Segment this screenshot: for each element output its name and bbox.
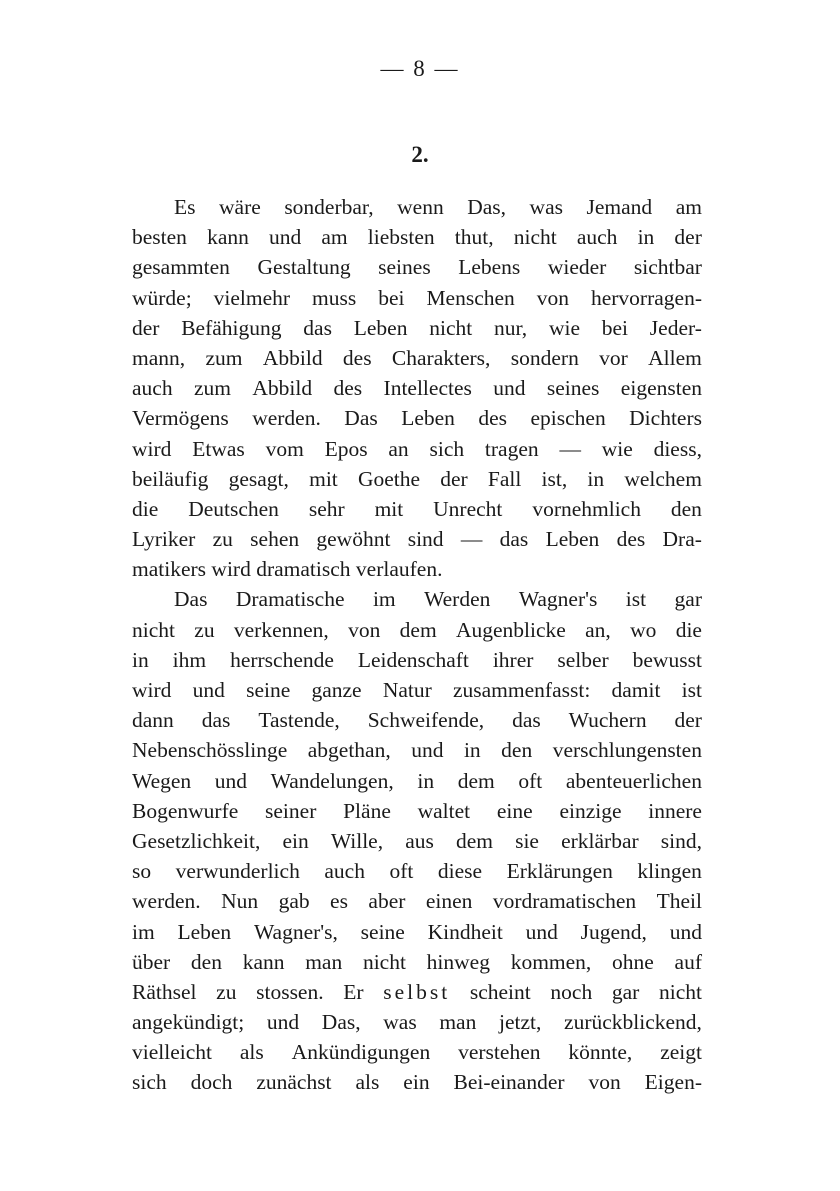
text-line: auch zum Abbild des Intellectes und seines eigensten (132, 376, 702, 401)
body-text (132, 192, 702, 1098)
text-line: in ihm herrschende Leidenschaft ihrer selber bewusst (132, 647, 702, 672)
text-line: Vermögens werden. Das Leben des epischen Dichters (132, 406, 702, 431)
text-line: würde; vielmehr muss bei Menschen von hervorragen- (132, 285, 702, 310)
text-line: nicht zu verkennen, von dem Augenblicke an, wo die (132, 617, 702, 642)
text-line: Bogenwurfe seiner Pläne waltet eine einzige innere (132, 798, 702, 823)
text-line: Gesetzlichkeit, ein Wille, aus dem sie erklärbar sind, (132, 828, 702, 853)
text-line: matikers wird dramatisch verlaufen. (132, 557, 443, 582)
text-line: angekündigt; und Das, was man jetzt, zurückblickend, (132, 1010, 702, 1035)
text-line: mann, zum Abbild des Charakters, sondern vor Allem (132, 345, 702, 370)
text-line: gesammten Gestaltung seines Lebens wieder sichtbar (132, 255, 702, 280)
text-line: Lyriker zu sehen gewöhnt sind — das Leben des Dra- (132, 527, 702, 552)
text-line: dann das Tastende, Schweifende, das Wuchern der (132, 708, 702, 733)
text-line: Es wäre sonderbar, wenn Das, was Jemand am (174, 195, 702, 219)
text-line: Wegen und Wandelungen, in dem oft abenteuerlichen (132, 768, 702, 793)
section-number: 2. (411, 142, 429, 167)
paragraph-2 (132, 584, 702, 1097)
text-line: beiläufig gesagt, mit Goethe der Fall ist, in welchem (132, 466, 702, 491)
text-line: die Deutschen sehr mit Unrecht vornehmlich den (132, 496, 702, 521)
text-line: so verwunderlich auch oft diese Erklärungen klingen (132, 859, 702, 884)
text-line: vielleicht als Ankündigungen verstehen könnte, zeigt (132, 1040, 702, 1065)
page-number: — 8 — (380, 56, 460, 81)
text-line: sich doch zunächst als ein Bei-einander von Eigen- (132, 1070, 702, 1095)
text-line: wird Etwas vom Epos an sich tragen — wie diess, (132, 436, 702, 461)
text-line: besten kann und am liebsten thut, nicht auch in der (132, 225, 702, 250)
text-line: Räthsel zu stossen. Er selbst scheint noch gar nicht (132, 979, 702, 1004)
text-line: der Befähigung das Leben nicht nur, wie bei Jeder- (132, 315, 702, 340)
text-line: über den kann man nicht hinweg kommen, ohne auf (132, 949, 702, 974)
text-line: im Leben Wagner's, seine Kindheit und Jugend, und (132, 919, 702, 944)
text-line: Nebenschösslinge abgethan, und in den verschlungensten (132, 738, 702, 763)
text-line: Das Dramatische im Werden Wagner's ist gar (174, 587, 702, 612)
paragraph-1 (132, 192, 702, 584)
text-line: werden. Nun gab es aber einen vordramatischen Theil (132, 889, 702, 914)
text-line: wird und seine ganze Natur zusammenfasst: damit ist (132, 678, 702, 702)
